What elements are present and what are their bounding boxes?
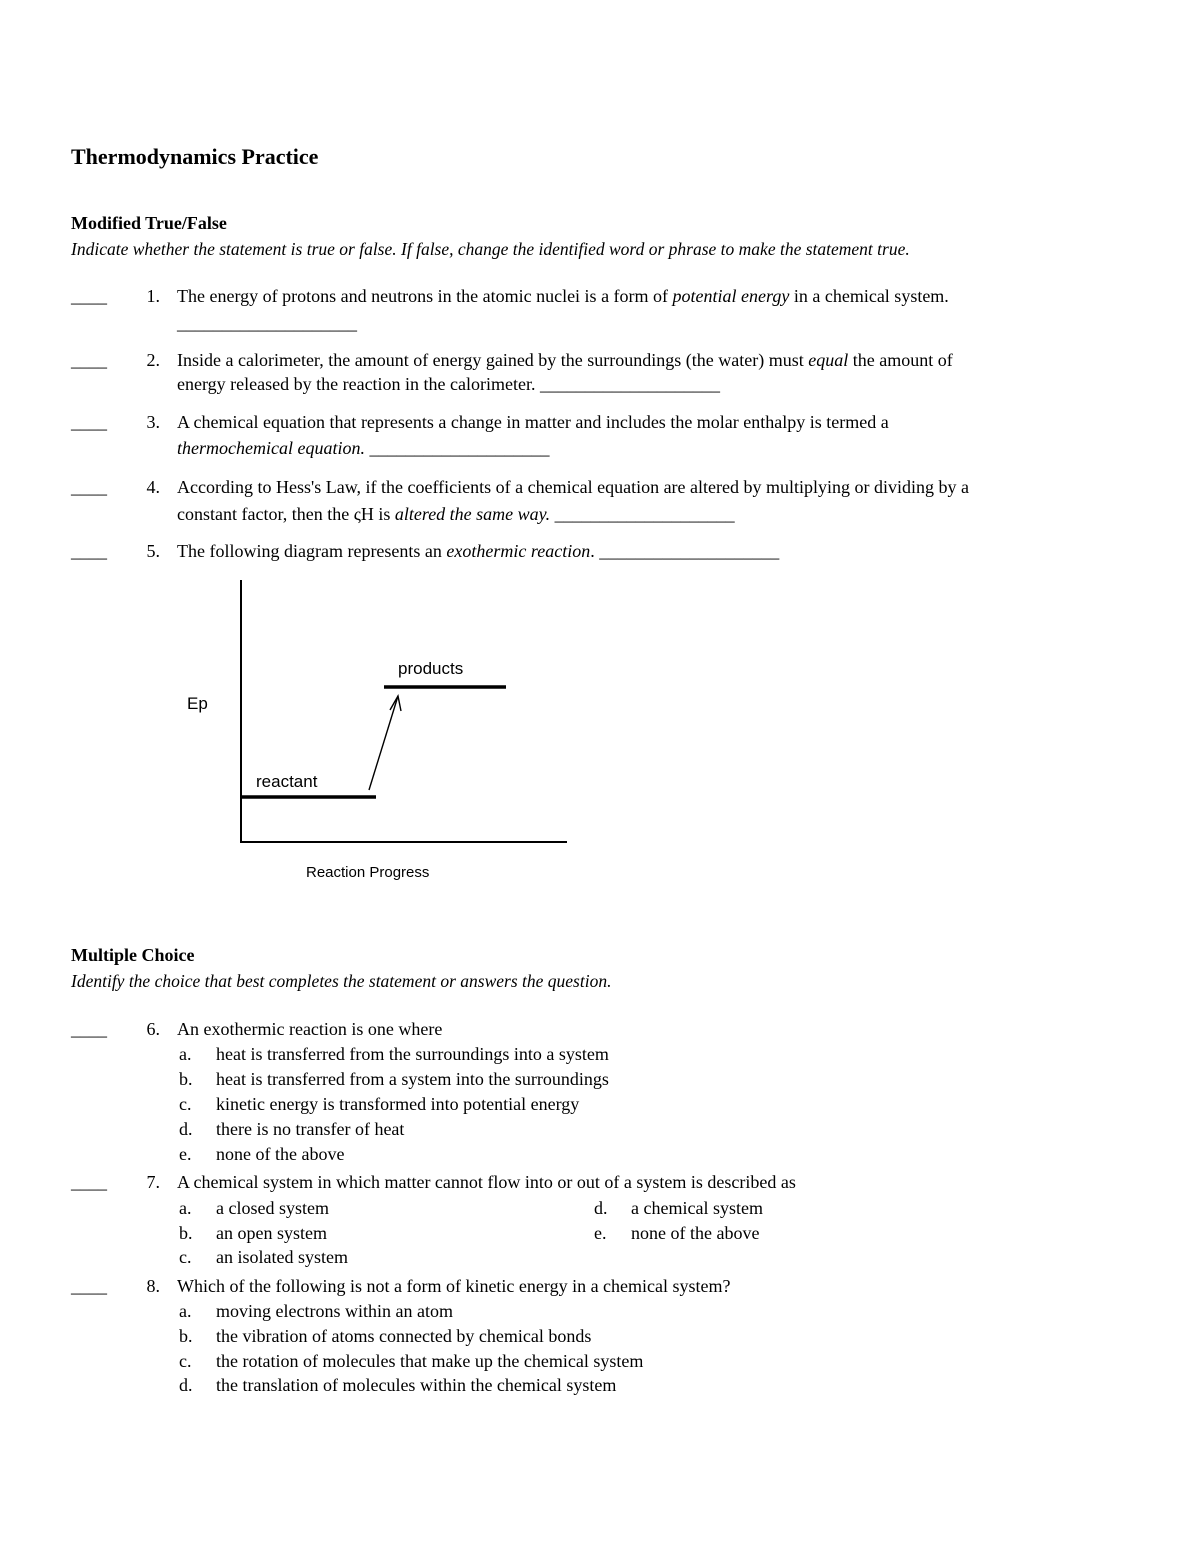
q6-choice-text[interactable]: kinetic energy is transformed into potential energy bbox=[216, 1094, 580, 1114]
question-7-text: A chemical system in which matter cannot flow into or out of a system is described as bbox=[177, 1172, 796, 1192]
answer-blank-1[interactable]: ____ bbox=[71, 286, 107, 306]
q8-choice-text[interactable]: the rotation of molecules that make up the chemical system bbox=[216, 1351, 644, 1371]
q8-choice-text[interactable]: moving electrons within an atom bbox=[216, 1301, 453, 1321]
answer-blank-2[interactable]: ____ bbox=[71, 350, 107, 370]
question-5-italic: exothermic reaction bbox=[446, 541, 591, 561]
question-4-line-2-text: constant factor, then the ςH is bbox=[177, 504, 395, 524]
question-1-correction-blank[interactable]: ____________________ bbox=[177, 313, 357, 333]
question-number-6: 6. bbox=[146, 1019, 160, 1039]
answer-blank-4[interactable]: ____ bbox=[71, 477, 107, 497]
question-2-text-b: the amount of bbox=[848, 350, 953, 370]
q6-choice-letter: c. bbox=[179, 1094, 192, 1114]
answer-blank-6[interactable]: ____ bbox=[71, 1019, 107, 1039]
question-number-2: 2. bbox=[146, 350, 160, 370]
question-1-italic: potential energy bbox=[672, 286, 790, 306]
q7-choice-letter: e. bbox=[594, 1223, 607, 1243]
x-axis-label: Reaction Progress bbox=[306, 864, 430, 881]
q7-choice-text[interactable]: an isolated system bbox=[216, 1247, 348, 1267]
q6-choice-letter: d. bbox=[179, 1119, 193, 1139]
q8-choice-letter: a. bbox=[179, 1301, 192, 1321]
q6-choice-text[interactable]: heat is transferred from the surroundings into a system bbox=[216, 1044, 609, 1064]
reactant-label: reactant bbox=[256, 772, 318, 791]
question-number-7: 7. bbox=[146, 1172, 160, 1192]
question-2-correction-blank[interactable]: ____________________ bbox=[540, 374, 721, 394]
q6-choice-text[interactable]: heat is transferred from a system into the surroundings bbox=[216, 1069, 609, 1089]
question-1-text-a: The energy of protons and neutrons in the atomic nuclei is a form of bbox=[177, 286, 673, 306]
question-2-text-a: Inside a calorimeter, the amount of energy gained by the surroundings (the water) must bbox=[177, 350, 809, 370]
question-2-italic: equal bbox=[808, 350, 849, 370]
mc-instructions: Identify the choice that best completes the statement or answers the question. bbox=[71, 971, 612, 991]
question-number-4: 4. bbox=[146, 477, 160, 497]
question-4-correction-blank[interactable]: ____________________ bbox=[550, 504, 735, 524]
question-1-text-b: in a chemical system. bbox=[789, 286, 949, 306]
tf-section-heading: Modified True/False bbox=[71, 213, 227, 233]
reaction-arrow bbox=[369, 696, 398, 790]
question-5-correction-blank[interactable]: ____________________ bbox=[599, 541, 780, 561]
mc-section-heading: Multiple Choice bbox=[71, 945, 195, 965]
question-4-line-1: According to Hess's Law, if the coefficients of a chemical equation are altered by multiplying or dividing by a bbox=[177, 477, 969, 497]
q7-choice-letter: d. bbox=[594, 1198, 608, 1218]
question-number-8: 8. bbox=[146, 1276, 160, 1296]
q8-choice-letter: c. bbox=[179, 1351, 192, 1371]
q7-choice-text[interactable]: none of the above bbox=[631, 1223, 760, 1243]
products-label: products bbox=[398, 659, 464, 678]
answer-blank-3[interactable]: ____ bbox=[71, 412, 107, 432]
q8-choice-text[interactable]: the translation of molecules within the chemical system bbox=[216, 1375, 617, 1395]
question-8-text: Which of the following is not a form of kinetic energy in a chemical system? bbox=[177, 1276, 731, 1296]
question-3-italic: thermochemical equation. bbox=[177, 438, 365, 458]
question-5-text-a: The following diagram represents an bbox=[177, 541, 447, 561]
tf-instructions: Indicate whether the statement is true or false. If false, change the identified word or phrase to make the statement true. bbox=[71, 239, 910, 259]
q7-choice-letter: b. bbox=[179, 1223, 193, 1243]
q6-choice-letter: a. bbox=[179, 1044, 192, 1064]
question-number-1: 1. bbox=[146, 286, 160, 306]
y-axis-label: Ep bbox=[187, 694, 208, 713]
question-number-5: 5. bbox=[146, 541, 160, 561]
q6-choice-text[interactable]: none of the above bbox=[216, 1144, 345, 1164]
answer-blank-8[interactable]: ____ bbox=[71, 1276, 107, 1296]
page-title: Thermodynamics Practice bbox=[71, 144, 319, 169]
q7-choice-text[interactable]: a chemical system bbox=[631, 1198, 763, 1218]
question-3-correction-blank[interactable]: ____________________ bbox=[364, 438, 550, 458]
question-3-line-1: A chemical equation that represents a change in matter and includes the molar enthalpy is termed a bbox=[177, 412, 889, 432]
q8-choice-letter: b. bbox=[179, 1326, 193, 1346]
q7-choice-letter: c. bbox=[179, 1247, 192, 1267]
question-number-3: 3. bbox=[146, 412, 160, 432]
q8-choice-letter: d. bbox=[179, 1375, 193, 1395]
answer-blank-7[interactable]: ____ bbox=[71, 1172, 107, 1192]
q6-choice-text[interactable]: there is no transfer of heat bbox=[216, 1119, 405, 1139]
answer-blank-5[interactable]: ____ bbox=[71, 541, 107, 561]
question-5-text-b: . bbox=[590, 541, 600, 561]
question-2-line-2-text: energy released by the reaction in the calorimeter. bbox=[177, 374, 541, 394]
q6-choice-letter: e. bbox=[179, 1144, 192, 1164]
q8-choice-text[interactable]: the vibration of atoms connected by chemical bonds bbox=[216, 1326, 592, 1346]
question-6-text: An exothermic reaction is one where bbox=[177, 1019, 443, 1039]
q7-choice-letter: a. bbox=[179, 1198, 192, 1218]
q7-choice-text[interactable]: an open system bbox=[216, 1223, 327, 1243]
q7-choice-text[interactable]: a closed system bbox=[216, 1198, 329, 1218]
question-4-italic: altered the same way. bbox=[394, 504, 551, 524]
q6-choice-letter: b. bbox=[179, 1069, 193, 1089]
